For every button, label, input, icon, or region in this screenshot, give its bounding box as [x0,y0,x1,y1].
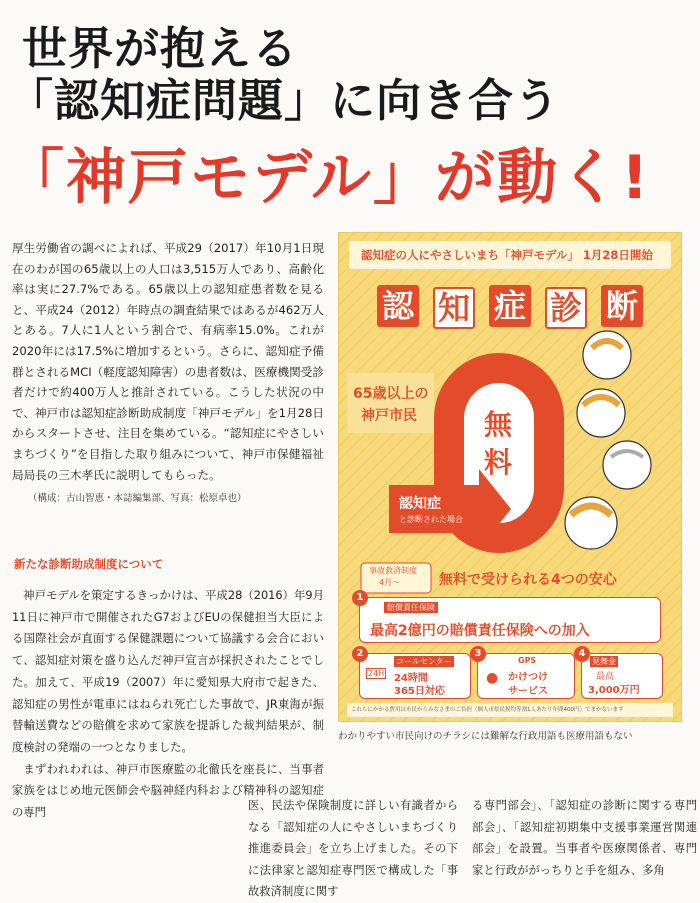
card-3-line1: かけつけ [508,672,548,683]
lead-paragraph: 厚生労働省の調べによれば、平成29（2017）年10月1日現在のわが国の65歳以上の人口は3,515万人であり、高齢化率は実に27.7%である。65歳以上の認知症患者数を見ると、平成24（2012）年時点の調査結果ではあるが462万人とある。7人に1人という割合で、有病率15.0%。これが2020年には17.5%に増加するという。さらに、認知症予備群とされるMCI（軽度認知障害）の患者数は、医療機関受診者だけで約400万人と推計されている。こうした状況の中で、神戸市は認知症診断助成制度「神戸モデル」を1月28日からスタートさせ、注目を集めている。“認知症にやさしいまちづくり”を目指した取り組みについて、神戸市保健福祉局局長の三木孝氏に説明してもらった。 [12,241,324,482]
card-2-tag: コールセンター [396,657,452,666]
body-column-3: る専門部会」、「認知症の診断に関する専門部会」、「認知症初期集中支援事業運営関連部会」を設置。当事者や医療関係者、専門家と行政ががっちりと手を組み、多角 [472,799,697,877]
card-2-line1: 24時間 [394,673,428,684]
flyer-caption: わかりやすい市民向けのチラシには難解な行政用語も医療用語もない [338,731,633,742]
card-4-line1: 最高 [596,672,615,682]
kanji-2: 知 [433,287,475,329]
card-3-tag: GPS [518,656,537,665]
card-4-number: 4 [574,646,590,662]
runner-icon: ● [486,670,499,686]
kanji-1: 認 [377,285,419,327]
card-3 [474,648,575,699]
flyer-top-line: 認知症の人にやさしいまち「神戸モデル」 1月28日開始 [361,248,653,262]
card-2 [356,648,471,699]
headline-line1: 世界が抱える [22,22,299,75]
section-body [12,585,324,824]
flyer-footnote: これらにかかる費用は市民からみなさまのご負担（個人市県民税均等割1人あたり年間400円）でまかないます [351,707,624,713]
age-label-1: 65歳以上の [353,386,429,402]
arrow-label-1: 認知症 [399,496,441,512]
section-title: 新たな診断助成制度について [14,557,164,571]
relief-badge-2: 4月〜 [379,578,401,587]
body-column-2: 医、民法や保険制度に詳しい有識者からなる「認知症の人にやさしいまちづくり推進委員会」を立ち上げました。その下に法律家と認知症専門医で構成した「事故救済制度に関す [248,799,458,898]
kanji-5: 断 [601,285,643,327]
card-3-number: 3 [470,646,486,662]
section-paragraph-2: まずわれわれは、神戸市医療監の北徹氏を座長に、当事者家族をはじめ地元医師会や脳神経内科および精神科の認知症の専門 [12,762,324,820]
person-3-icon [603,441,651,489]
kanji-4: 診 [545,287,587,329]
card-1-text: 最高2億円の賠償責任保険への加入 [370,623,590,639]
card-2-number: 2 [352,646,368,662]
phone-icon: 24H [368,669,385,678]
section-paragraph-1: 神戸モデルを策定するきっかけは、平成28（2016）年9月11日に神戸市で開催されたG7およびEUの保健担当大臣による国際社会が直面する保健課題について協議する会合において、認知症対策を盛り込んだ神戸宣言が採択されたことでした。加えて、平成19（2007）年に愛知県大府市で起きた、認知症の男性が電車にはねられ死亡した事故で、JR東海が振替輸送費などの賠償を求めて家族を提訴した裁判結果が、制度検討の発端の一つとなりました。 [12,589,324,754]
card-4-tag: 見舞金 [592,657,616,666]
card-1-tag: 賠償責任保険 [384,602,438,613]
card-3-line2: サービス [508,686,548,697]
credit-line: （構成：古山智恵・本誌編集部、写真：松原卓也） [28,493,247,504]
card-4 [578,648,663,699]
headline-line2: 「認知症問題」に向き合う [8,74,561,127]
arrow-label-2: と診断された場合 [399,515,463,524]
headline-line3: 「神戸モデル」が動く! [4,143,651,213]
card-1 [356,592,661,643]
card-4-line2: 3,000万円 [588,685,640,696]
relief-badge-1: 事故救済制度 [369,566,417,575]
free-char-2: 料 [484,446,513,479]
relief-text: 無料で受けられる4つの安心 [439,572,617,588]
age-label-2: 神戸市民 [361,408,417,424]
card-2-line2: 365日対応 [394,686,445,697]
flyer-image [338,232,682,722]
card-1-number: 1 [352,590,368,606]
kanji-3: 症 [489,285,531,327]
free-char-1: 無 [484,408,513,441]
